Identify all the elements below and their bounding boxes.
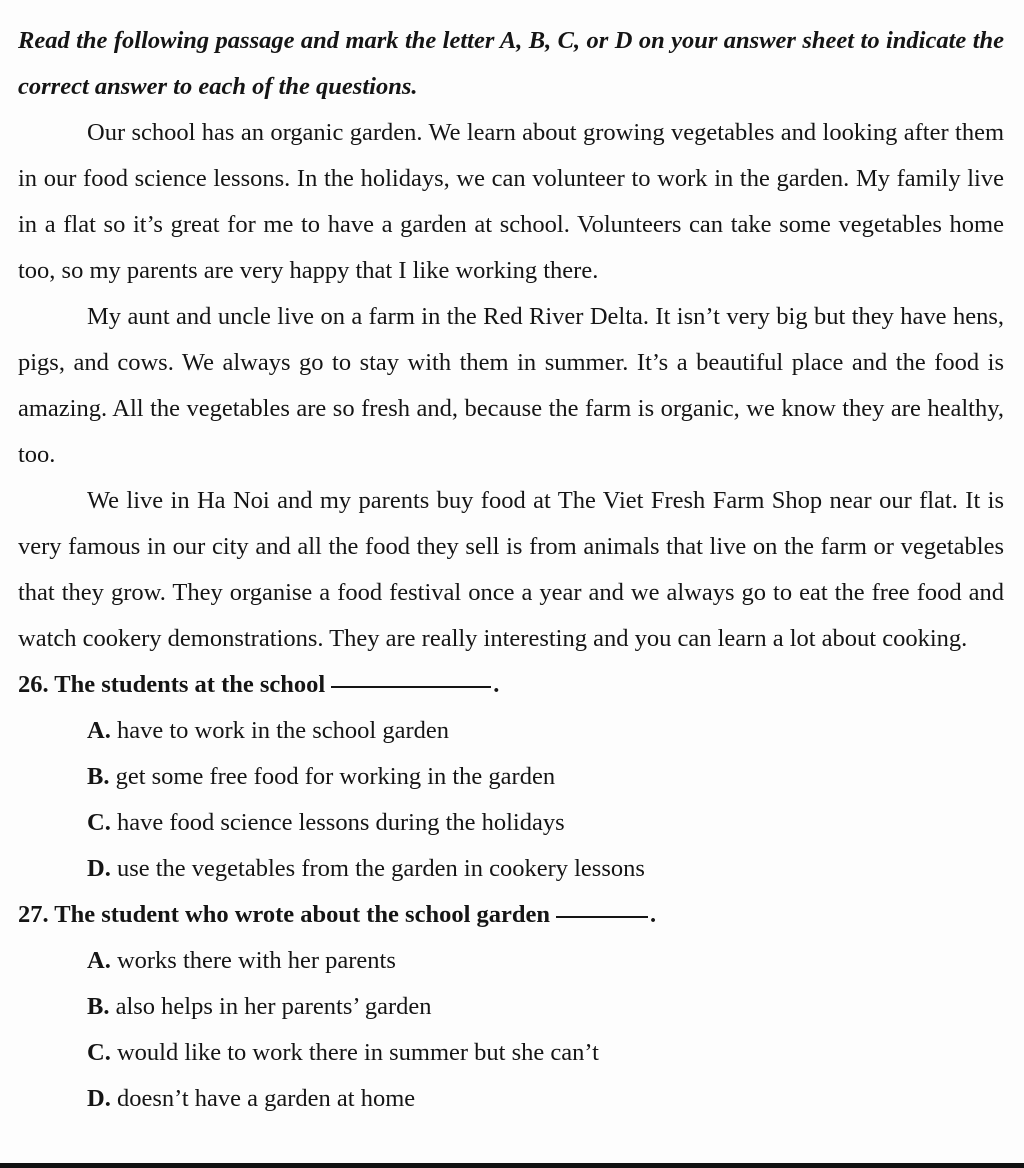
option-26-b	[18, 754, 1004, 800]
option-27-a	[18, 938, 1004, 984]
instruction-text: Read the following passage and mark the letter A, B, C, or D on your answer sheet to indicate the correct answer to each of the questions.	[18, 27, 1004, 100]
option-27-c	[18, 1030, 1004, 1076]
question-27-text: 27. The student who wrote about the school garden	[18, 901, 551, 928]
passage-paragraph-3: We live in Ha Noi and my parents buy food at The Viet Fresh Farm Shop near our flat. It is very famous in our city and all the food they sell is from animals that live on the farm or vegetables that they grow. They organise a food festival once a year and we always go to eat the free food and watch cookery demonstrations. They are really interesting and you can learn a lot about cooking.	[18, 487, 1004, 652]
option-26-a	[18, 708, 1004, 754]
option-text: doesn’t have a garden at home	[116, 1085, 416, 1112]
option-letter: C.	[87, 1039, 111, 1066]
option-26-d	[18, 846, 1004, 892]
option-letter: D.	[87, 1085, 111, 1112]
option-text: would like to work there in summer but she can’t	[116, 1039, 599, 1066]
option-letter: B.	[87, 993, 110, 1020]
option-letter: B.	[87, 763, 110, 790]
answer-blank	[556, 894, 648, 918]
passage-paragraph-2: My aunt and uncle live on a farm in the Red River Delta. It isn’t very big but they have hens, pigs, and cows. We always go to stay with them in summer. It’s a beautiful place and the food is amazing. All the vegetables are so fresh and, because the farm is organic, we know they are healthy, too.	[18, 303, 1004, 468]
option-27-d	[18, 1076, 1004, 1122]
option-26-c	[18, 800, 1004, 846]
question-27	[18, 892, 1004, 1122]
option-letter: C.	[87, 809, 111, 836]
question-26-options	[18, 708, 1004, 892]
option-text: have to work in the school garden	[116, 717, 449, 744]
option-text: works there with her parents	[116, 947, 396, 974]
question-26-stem	[18, 662, 1004, 708]
option-text: have food science lessons during the holidays	[116, 809, 565, 836]
question-27-options	[18, 938, 1004, 1122]
option-text: get some free food for working in the garden	[115, 763, 556, 790]
exercise-content	[18, 18, 1004, 1122]
answer-blank	[331, 664, 491, 688]
option-letter: A.	[87, 717, 111, 744]
question-26-text: 26. The students at the school	[18, 671, 326, 698]
option-text: use the vegetables from the garden in cookery lessons	[116, 855, 645, 882]
option-27-b	[18, 984, 1004, 1030]
reading-passage	[18, 110, 1004, 662]
option-text: also helps in her parents’ garden	[115, 993, 432, 1020]
question-26-period: .	[493, 671, 500, 698]
question-27-stem	[18, 892, 1004, 938]
bottom-edge-rule	[0, 1163, 1024, 1168]
passage-paragraph-1: Our school has an organic garden. We learn about growing vegetables and looking after them in our food science lessons. In the holidays, we can volunteer to work in the garden. My family live in a flat so it’s great for me to have a garden at school. Volunteers can take some vegetables home too, so my parents are very happy that I like working there.	[18, 119, 1004, 284]
question-27-period: .	[650, 901, 657, 928]
option-letter: D.	[87, 855, 111, 882]
option-letter: A.	[87, 947, 111, 974]
question-26	[18, 662, 1004, 892]
